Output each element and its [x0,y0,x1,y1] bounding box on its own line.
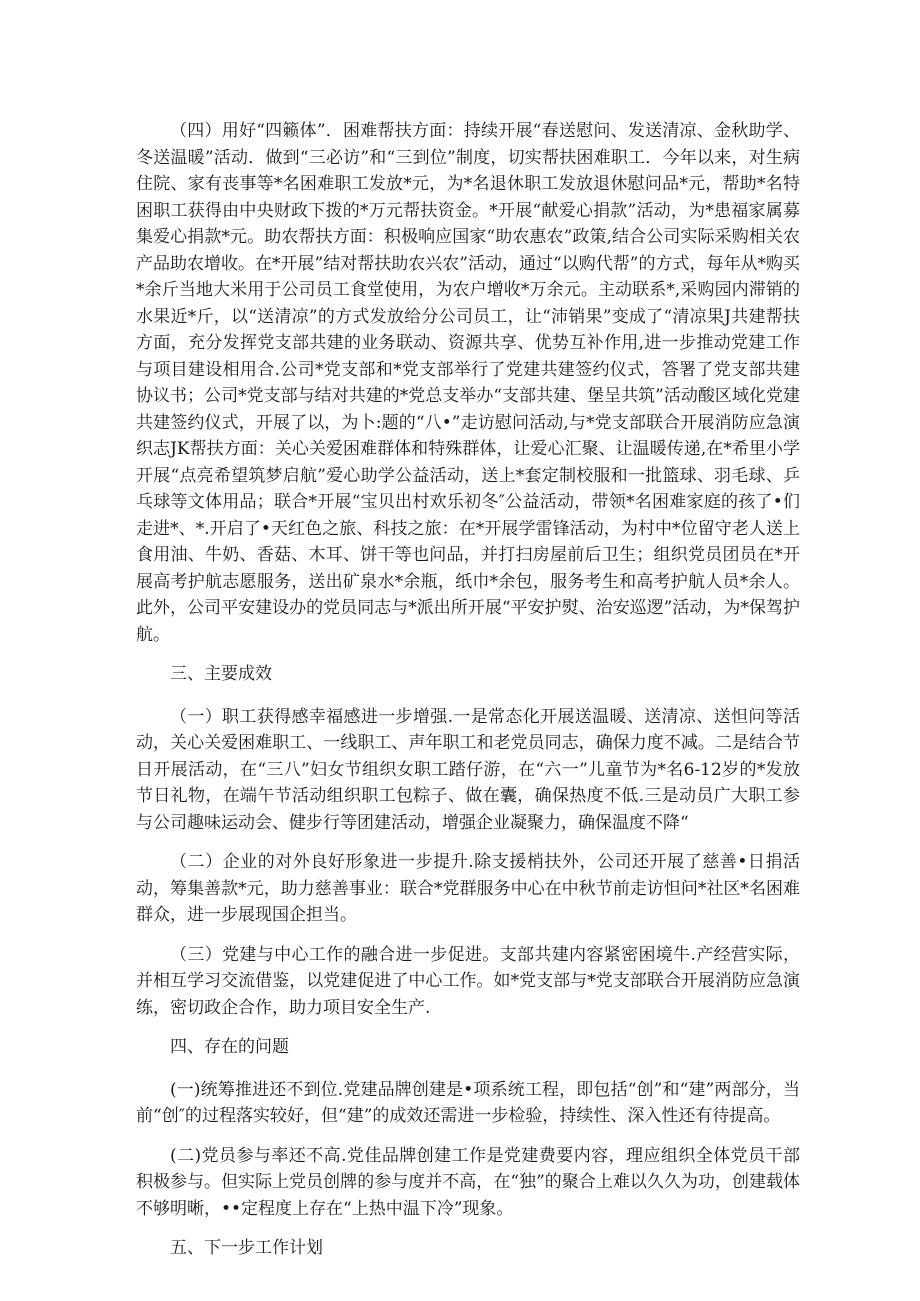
section-heading-main-results: 三、主要成效 [170,664,272,684]
paragraph-results-three: （三）党建与中心工作的融合进一步促进。支部共建内容紧密困境牛.产经营实际，并相互学习交流借鉴，以党建促进了中心工作。如*党支部与*党支部联合开展消防应急演练，密切政企合作，助力项目安全生产. [136,944,800,1018]
paragraph-problems-two: (二)党员参与率还不高.党佳品牌创建工作是党建费要内容，理应组织全体党员干部积极参与。但实际上党员创牌的参与度并不高，在“独”的聚合上难以久久为功，创建载体不够明晰，••定程度上存在“上热中温下冷”现象。 [136,1145,800,1219]
paragraph-problems-one: (一)统筹推进还不到位.党建品牌创建是•项系统工程，即包括“创”和“建”两部分，当前“创″的过程落实较好，但“建”的成效还需进一步检验，持续性、深入性还有待提高。 [136,1079,800,1126]
document-page [136,118,800,1278]
paragraph-results-two: （二）企业的对外良好形象进一步提升.除支援梢扶外，公司还开展了慈善•日捐活动，筹集善款*元，助力慈善事业：联合*党群服务中心在中秋节前走访怛问*社区*名困难群众，进一步展现国企担当。 [136,852,800,925]
section-heading-problems: 四、存在的问题 [170,1037,289,1057]
paragraph-four-assistance: （四）用好“四籁体”．困难帮扶方面：持续开展“春送慰问、发送清凉、金秋助学、冬送温暖”活动．做到“三必访”和“三到位”制度，切实帮扶困难职工．今年以来，对生病住院、家有丧事等*名困难职工发放*元，为*名退休职工发放退休慰问品*元，帮助*名特困职工获得由中央财政下拨的*万元帮扶资金。*开展“献爱心捐款”活动，为*患福家属募集爱心捐款*元。助农帮扶方面：积极响应国家“助农惠农”政策,结合公司实际采购相关农产品助农增收。在*开展”结对帮扶助农兴农”活动，通过“以购代帮”的方式，每年从*购买*余斤当地大米用于公司员工食堂使用，为农户增收*万余元。主动联系*,采购园内滞销的水果近*斤，以“送清凉”的方式发放给分公司员工，让“沛销果”变成了“清凉果J共建帮扶方面，充分发挥党支部共建的业务联动、资源共享、优势互补作用,进一步推动党建工作与项目建设相用合.公司*党支部和*党支部举行了党建共建签约仪式，答署了党支部共建协议书；公司*党支部与结对共建的*党总支举办“支部共建、堡呈共筑”活动酸区域化党建共建签约仪式，开展了以，为卜:题的“八•”走访慰问活动,与*党支部联合开展消防应急演织志JK帮扶方面：关心关爱困难群体和特殊群体，让爱心汇聚、让温暖传递,在*希里小学开展“点亮希望筑梦启航”爱心助学公益活动，送上*套定制校服和一批篮球、羽毛球、乒乓球等文体用品；联合*开展“宝贝出村欢乐初冬″公益活动，带领*名困难家庭的孩了•们走进*、*.开启了•天红色之旅、科技之旅：在*开展学雷锋活动，为村中*位留守老人送上食用油、牛奶、香菇、木耳、饼干等也问品，并打扫房屋前后卫生；组织党员团员在*开展高考护航志愿服务，送出矿泉水*余瓶，纸巾*余包，服务考生和高考护航人员*余人。此外，公司平安建设办的党员同志与*派出所开展“平安护熨、治安巡逻”活动，为*保驾护航。 [136,121,800,645]
section-heading-next-steps: 五、下一步工作计划 [170,1238,323,1258]
paragraph-results-one: （一）职工获得感幸福感进一步增强.一是常态化开展送温暖、送清凉、送怛问等活动，关心关爱困难职工、一线职工、声年职工和老党员同志，确保力度不减。二是结合节日开展活动，在“三八”妇女节组织女职工踏仔游，在“六一”儿童节为*名6-12岁的*发放节日礼物，在端午节活动组织职工包粽子、做在囊，确保热度不低.三是动员广大职工参与公司趣味运动会、健步行等团建活动，增强企业凝聚力，确保温度不降“ [136,706,800,833]
